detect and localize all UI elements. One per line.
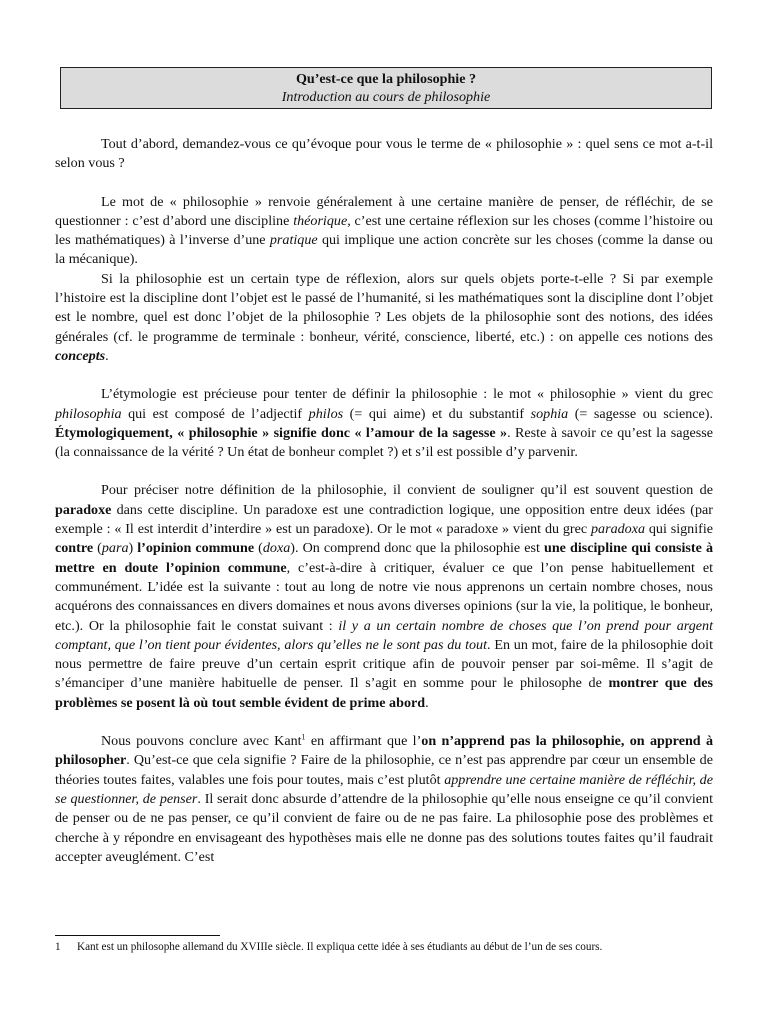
emphasis-theorique: théorique bbox=[293, 212, 348, 229]
text-run: . Reste à savoir ce qu’est la sagesse (la connaissance de la vérité ? Un état de bonheur complet ?) et s’il est possible d’y parvenir. bbox=[55, 424, 713, 461]
text-run: (= sagesse ou science). bbox=[568, 405, 713, 422]
title-box bbox=[60, 67, 712, 109]
paragraph-intro-question bbox=[55, 135, 713, 174]
footnote-separator bbox=[55, 935, 220, 936]
text-run: ( bbox=[93, 540, 102, 557]
text-run: qui implique une action concrète sur les choses (comme la danse ou la mécanique). bbox=[55, 232, 713, 268]
paragraph-kant bbox=[55, 732, 713, 867]
emphasis-evidences: il y a un certain nombre de choses que l’on prend pour argent comptant, que l’on tient pour évidentes, alors qu’elles ne le sont pas du tout bbox=[55, 617, 713, 653]
paragraph-objects bbox=[55, 270, 713, 366]
text-run: Si la philosophie est un certain type de réflexion, alors sur quels objets porte-t-elle ? Si par exemple l’histoire est la discipline dont l’objet est le passé de l’humanité, si les mathématiques sont la discipline dont l’objet est le nombre, quel est donc l’objet de la philosophie ? Les objets de la philosophie sont des notions, des idées générales (cf. le programme de terminale : bonheur, vérité, conscience, liberté, etc.) : on appelle ces notions des bbox=[55, 270, 713, 345]
text-run: qui signifie bbox=[645, 521, 713, 538]
text-run: qui est composé de l’adjectif bbox=[121, 405, 309, 422]
bold-montrer-problemes: montrer que des problèmes se posent là où tout semble évident de prime abord bbox=[55, 675, 713, 711]
bold-contre: contre bbox=[55, 540, 94, 557]
bold-kant-quote: on n’apprend pas la philosophie, on apprend à philosopher bbox=[55, 733, 713, 769]
emphasis-philos: philos bbox=[308, 405, 344, 422]
text-run: ) bbox=[128, 540, 138, 557]
text-run: Pour préciser notre définition de la philosophie, il convient de souligner qu’il est souvent question de bbox=[101, 482, 713, 499]
emphasis-para: para bbox=[101, 540, 129, 557]
text-run: ). On comprend donc que la philosophie est bbox=[290, 540, 544, 557]
emphasis-pratique: pratique bbox=[269, 232, 318, 249]
emphasis-doxa: doxa bbox=[262, 540, 291, 557]
emphasis-concepts: concepts bbox=[55, 347, 106, 364]
text-run: . Qu’est-ce que cela signifie ? Faire de la philosophie, ce n’est pas apprendre par cœur un ensemble de théories toutes faites, valables une fois pour toutes, mais c’est plutôt bbox=[55, 752, 713, 788]
paragraph-etymology bbox=[55, 385, 713, 462]
text-run: L’étymologie est précieuse pour tenter de définir la philosophie : le mot « philosophie » vient du grec bbox=[101, 386, 713, 403]
text-run: en affirmant que l’ bbox=[305, 733, 422, 750]
text-run: . bbox=[105, 347, 109, 364]
text-run: Nous pouvons conclure avec Kant bbox=[101, 733, 302, 750]
footnote-number: 1 bbox=[55, 941, 61, 953]
emphasis-sophia: sophia bbox=[530, 405, 569, 422]
text-run: . Il serait donc absurde d’attendre de la philosophie qu’elle nous enseigne ce qu’il convient de penser ou de ne pas penser, ce qu’il convient de faire ou de ne pas faire. La philosophie pose des problèmes et cherche à y répondre en envisageant des hypothèses mais elle ne donne pas des solutions toutes faites qu’il faudrait accepter aveuglément. C’est bbox=[55, 790, 713, 865]
text-run: , c’est une certaine réflexion sur les choses (comme l’histoire ou les mathématiques) à l’inverse d’une bbox=[55, 212, 713, 249]
text-run: . bbox=[425, 694, 429, 711]
text-run: (= qui aime) et du substantif bbox=[343, 405, 531, 422]
emphasis-philosophia: philosophia bbox=[55, 405, 122, 422]
bold-mettre-en-doute: une discipline qui consiste à mettre en doute l’opinion commune bbox=[55, 540, 713, 576]
footnote-text: Kant est un philosophe allemand du XVIIIe siècle. Il expliqua cette idée à ses étudiants au début de l’un de ses cours. bbox=[77, 941, 603, 953]
bold-paradoxe: paradoxe bbox=[55, 501, 112, 518]
text-run: Le mot de « philosophie » renvoie généralement à une certaine manière de penser, de réfléchir, de se questionner : c’est d’abord une discipline bbox=[55, 193, 713, 229]
text-run: , c’est-à-dire à critiquer, évaluer ce que l’on pense habituellement et communément. L’idée est la suivante : tout au long de notre vie nous apprenons un certain nombre choses, nous acquérons des connaissances en divers domaines et nous avons diverses opinions (sur la vie, la politique, le bonheur, etc.). Or la philosophie fait le constat suivant : bbox=[55, 559, 713, 634]
paragraph-paradox bbox=[55, 481, 713, 713]
text-run: ( bbox=[254, 540, 263, 557]
paragraph-definition bbox=[55, 193, 713, 270]
emphasis-apprendre: apprendre une certaine manière de réfléchir, de se questionner, de penser bbox=[55, 771, 713, 807]
paragraph-text: Tout d’abord, demandez-vous ce qu’évoque pour vous le terme de « philosophie » : quel sens ce mot a-t-il selon vous ? bbox=[55, 136, 713, 172]
footnote bbox=[55, 940, 713, 955]
text-run: . En un mot, faire de la philosophie doit nous permettre de faire preuve d’un certain esprit critique afin de pouvoir penser par soi-même. Il s’agit de s’émanciper d’une manière habituelle de penser. Il s’agit en somme pour le philosophe de bbox=[55, 636, 714, 692]
text-run: dans cette discipline. Un paradoxe est une contradiction logique, une opposition entre deux idées (par exemple : « Il est interdit d’interdire » est un paradoxe). Or le mot « paradoxe » vient du grec bbox=[55, 501, 713, 538]
emphasis-paradoxa: paradoxa bbox=[590, 521, 646, 538]
bold-etymology-definition: Étymologiquement, « philosophie » signifie donc « l’amour de la sagesse » bbox=[55, 424, 508, 441]
body-text bbox=[55, 135, 713, 867]
footnote-reference[interactable]: 1 bbox=[301, 732, 306, 742]
document-title: Qu’est-ce que la philosophie ? bbox=[295, 71, 477, 87]
document-subtitle: Introduction au cours de philosophie bbox=[281, 89, 491, 105]
bold-opinion-commune: l’opinion commune bbox=[137, 540, 255, 557]
